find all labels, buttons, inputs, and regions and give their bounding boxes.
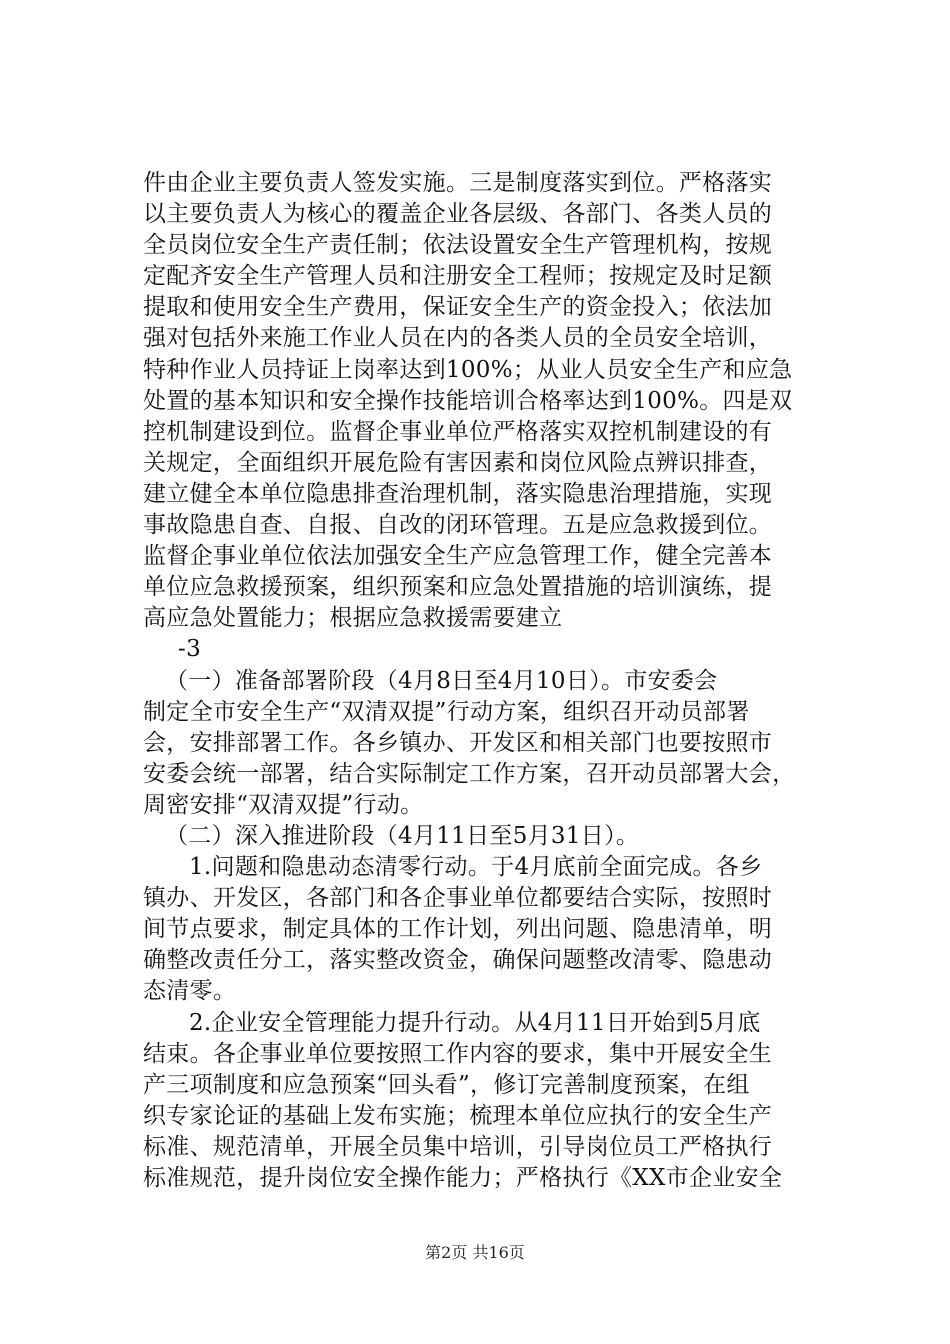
- text-line: 高应急处置能力；根据应急救援需要建立: [143, 605, 563, 632]
- text-line: 控机制建设到位。监督企事业单位严格落实双控机制建设的有: [143, 418, 773, 445]
- page-footer: [0, 1240, 950, 1263]
- text-line: 特种作业人员持证上岗率达到100%；从业人员安全生产和应急: [143, 356, 793, 383]
- text-line: 会，安排部署工作。各乡镇办、开发区和相关部门也要按照市: [143, 729, 773, 756]
- text-line: 强对包括外来施工作业人员在内的各类人员的全员安全培训，: [143, 325, 773, 352]
- text-line: 以主要负责人为核心的覆盖企业各层级、各部门、各类人员的: [143, 201, 773, 228]
- section-heading: （一）准备部署阶段（4月8日至4月10日）。市安委会: [165, 667, 718, 694]
- text-line: 建立健全本单位隐患排查治理机制，落实隐患治理措施，实现: [143, 480, 773, 507]
- text-line: 定配齐安全生产管理人员和注册安全工程师；按规定及时足额: [143, 263, 773, 290]
- text-line: 产三项制度和应急预案“回头看”，修订完善制度预案，在组: [143, 1071, 750, 1098]
- text-line: 提取和使用安全生产费用，保证安全生产的资金投入；依法加: [143, 294, 773, 321]
- text-line: 监督企事业单位依法加强安全生产应急管理工作，健全完善本: [143, 543, 773, 570]
- page-number-label: 第2页 共16页: [425, 1243, 525, 1262]
- text-line: 标准规范，提升岗位安全操作能力；严格执行《XX市企业安全: [143, 1165, 783, 1191]
- text-line: 制定全市安全生产“双清双提”行动方案，组织召开动员部署: [143, 698, 750, 725]
- text-line: 关规定，全面组织开展危险有害因素和岗位风险点辨识排查，: [143, 449, 773, 476]
- text-line: 单位应急救援预案，组织预案和应急处置措施的培训演练，提: [143, 574, 773, 601]
- text-line: 结束。各企事业单位要按照工作内容的要求，集中开展安全生: [143, 1040, 773, 1067]
- body-text: [143, 168, 843, 1194]
- text-line: 镇办、开发区，各部门和各企事业单位都要结合实际，按照时: [143, 885, 773, 912]
- text-line: 安委会统一部署，结合实际制定工作方案，召开动员部署大会，: [143, 760, 796, 787]
- text-line: 标准、规范清单，开展全员集中培训，引导岗位员工严格执行: [143, 1133, 773, 1160]
- text-line: 织专家论证的基础上发布实施；梳理本单位应执行的安全生产: [143, 1102, 773, 1129]
- text-line: 态清零。: [143, 978, 237, 1005]
- text-line: 件由企业主要负责人签发实施。三是制度落实到位。严格落实: [143, 170, 773, 196]
- item-heading: 2.企业安全管理能力提升行动。从4月11日开始到5月底: [189, 1009, 761, 1036]
- text-line: 周密安排“双清双提”行动。: [143, 791, 424, 818]
- text-line: 全员岗位安全生产责任制；依法设置安全生产管理机构，按规: [143, 232, 773, 259]
- text-line: 事故隐患自查、自报、自改的闭环管理。五是应急救援到位。: [143, 512, 773, 539]
- text-line: 间节点要求，制定具体的工作计划，列出问题、隐患清单，明: [143, 916, 773, 943]
- item-heading: 1.问题和隐患动态清零行动。于4月底前全面完成。各乡: [189, 854, 763, 881]
- section-heading: （二）深入推进阶段（4月11日至5月31日）。: [165, 822, 640, 849]
- text-line: 处置的基本知识和安全操作技能培训合格率达到100%。四是双: [143, 387, 793, 414]
- text-line: 确整改责任分工，落实整改资金，确保问题整改清零、隐患动: [143, 947, 773, 974]
- page-number-marker: -3: [178, 636, 202, 663]
